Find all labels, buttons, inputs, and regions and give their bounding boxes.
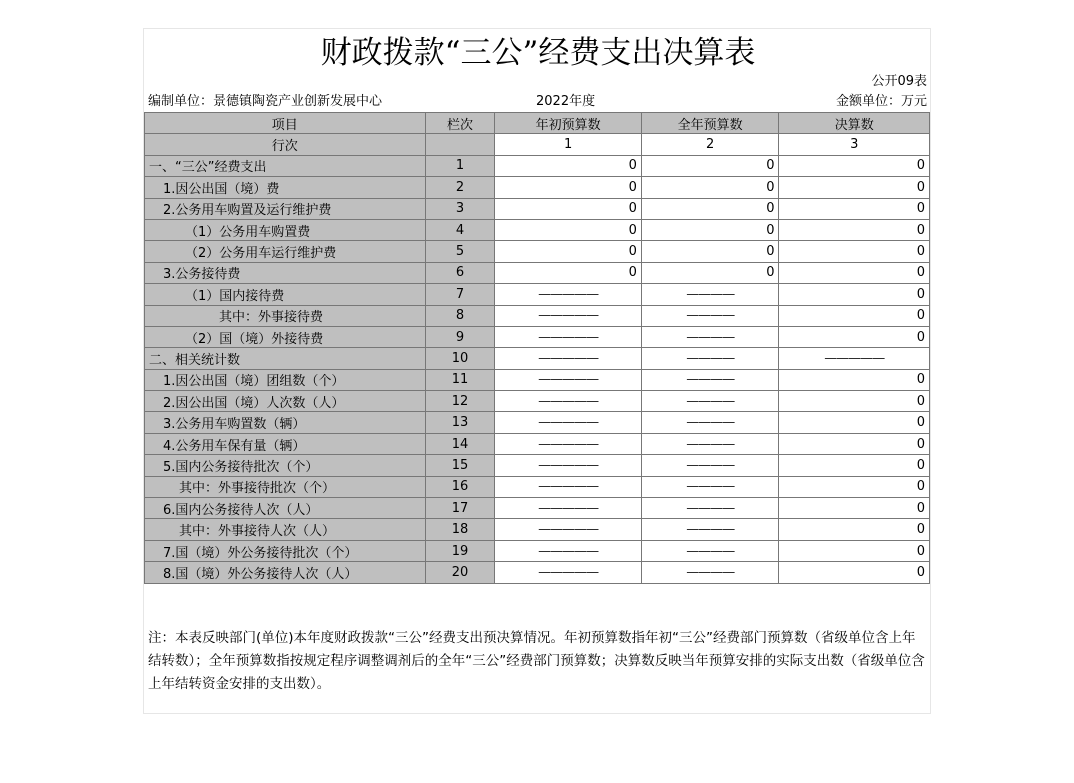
table-row xyxy=(145,198,930,219)
row-dash-c3: ————— xyxy=(779,348,930,369)
row-value-c3: 0 xyxy=(779,155,930,176)
row-dash-c1: ————— xyxy=(495,369,642,390)
row-dash-c1: ————— xyxy=(495,412,642,433)
table-row xyxy=(145,540,930,561)
row-dash-c2: ———— xyxy=(641,284,779,305)
row-value-c1: 0 xyxy=(495,155,642,176)
row-value-c3: 0 xyxy=(779,305,930,326)
row-col-no: 19 xyxy=(425,540,495,561)
row-col-no: 5 xyxy=(425,241,495,262)
row-col-no: 17 xyxy=(425,498,495,519)
header-budget-initial: 年初预算数 xyxy=(495,113,642,134)
row-label: （1）公务用车购置费 xyxy=(145,219,426,240)
footnote: 注：本表反映部门(单位)本年度财政拨款“三公”经费支出预决算情况。年初预算数指年初“三公”经费部门预算数（省级单位含上年结转数）；全年预算数指按规定程序调整调剂后的全年“三公”经费部门预算数；决算数反映当年预算安排的实际支出数（省级单位含上年结转资金安排的支出数）。 xyxy=(148,630,925,692)
row-dash-c1: ————— xyxy=(495,476,642,497)
table-row xyxy=(145,326,930,347)
table-row xyxy=(145,369,930,390)
row-dash-c1: ————— xyxy=(495,562,642,583)
table-row xyxy=(145,498,930,519)
row-col-no: 14 xyxy=(425,433,495,454)
table-row xyxy=(145,519,930,540)
row-dash-c2: ———— xyxy=(641,562,779,583)
row-col-no: 4 xyxy=(425,219,495,240)
row-dash-c2: ———— xyxy=(641,433,779,454)
row-value-c3: 0 xyxy=(779,219,930,240)
table-row xyxy=(145,412,930,433)
expense-table xyxy=(144,112,930,584)
row-label: 1.因公出国（境）团组数（个） xyxy=(145,369,426,390)
row-label: 其中：外事接待人次（人） xyxy=(145,519,426,540)
table-row xyxy=(145,455,930,476)
row-label: 6.国内公务接待人次（人） xyxy=(145,498,426,519)
table-row xyxy=(145,241,930,262)
row-dash-c1: ————— xyxy=(495,519,642,540)
row-col-no: 12 xyxy=(425,391,495,412)
row-col-no: 7 xyxy=(425,284,495,305)
subheader-row xyxy=(145,134,930,155)
row-col-no: 9 xyxy=(425,326,495,347)
row-col-no: 13 xyxy=(425,412,495,433)
row-value-c3: 0 xyxy=(779,198,930,219)
row-label: （2）公务用车运行维护费 xyxy=(145,241,426,262)
subheader-c3: 3 xyxy=(779,134,930,155)
row-col-no: 8 xyxy=(425,305,495,326)
row-dash-c2: ———— xyxy=(641,348,779,369)
row-value-c3: 0 xyxy=(779,498,930,519)
row-label: 3.公务用车购置数（辆） xyxy=(145,412,426,433)
row-col-no: 1 xyxy=(425,155,495,176)
row-value-c1: 0 xyxy=(495,198,642,219)
row-value-c3: 0 xyxy=(779,412,930,433)
row-value-c3: 0 xyxy=(779,369,930,390)
row-label: 其中：外事接待费 xyxy=(145,305,426,326)
row-dash-c2: ———— xyxy=(641,369,779,390)
row-value-c3: 0 xyxy=(779,540,930,561)
row-label: 二、相关统计数 xyxy=(145,348,426,369)
header-item: 项目 xyxy=(145,113,426,134)
row-value-c2: 0 xyxy=(641,262,779,283)
row-value-c2: 0 xyxy=(641,155,779,176)
row-value-c3: 0 xyxy=(779,262,930,283)
row-dash-c1: ————— xyxy=(495,348,642,369)
row-value-c3: 0 xyxy=(779,476,930,497)
row-dash-c2: ———— xyxy=(641,326,779,347)
row-label: （2）国（境）外接待费 xyxy=(145,326,426,347)
row-col-no: 15 xyxy=(425,455,495,476)
row-value-c3: 0 xyxy=(779,519,930,540)
row-label: 2.因公出国（境）人次数（人） xyxy=(145,391,426,412)
row-value-c1: 0 xyxy=(495,262,642,283)
row-value-c2: 0 xyxy=(641,198,779,219)
row-label: 1.因公出国（境）费 xyxy=(145,177,426,198)
table-row xyxy=(145,305,930,326)
row-dash-c1: ————— xyxy=(495,498,642,519)
table-row xyxy=(145,155,930,176)
table-row xyxy=(145,177,930,198)
header-col-no: 栏次 xyxy=(425,113,495,134)
row-col-no: 10 xyxy=(425,348,495,369)
row-col-no: 16 xyxy=(425,476,495,497)
row-dash-c2: ———— xyxy=(641,540,779,561)
row-value-c3: 0 xyxy=(779,284,930,305)
table-row xyxy=(145,476,930,497)
table-row xyxy=(145,348,930,369)
row-value-c2: 0 xyxy=(641,219,779,240)
row-dash-c1: ————— xyxy=(495,326,642,347)
row-value-c1: 0 xyxy=(495,177,642,198)
row-dash-c1: ————— xyxy=(495,391,642,412)
row-label: 一、“三公”经费支出 xyxy=(145,155,426,176)
row-dash-c2: ———— xyxy=(641,412,779,433)
row-value-c3: 0 xyxy=(779,433,930,454)
compiling-unit: 编制单位：景德镇陶瓷产业创新发展中心 xyxy=(148,94,383,109)
row-dash-c2: ———— xyxy=(641,305,779,326)
subheader-c2: 2 xyxy=(641,134,779,155)
table-row xyxy=(145,562,930,583)
row-label: 5.国内公务接待批次（个） xyxy=(145,455,426,476)
header-budget-full: 全年预算数 xyxy=(641,113,779,134)
row-dash-c2: ———— xyxy=(641,455,779,476)
table-row xyxy=(145,433,930,454)
row-value-c3: 0 xyxy=(779,241,930,262)
row-dash-c2: ———— xyxy=(641,519,779,540)
row-dash-c2: ———— xyxy=(641,391,779,412)
report-title: 财政拨款“三公”经费支出决算表 xyxy=(320,35,756,71)
row-label: 3.公务接待费 xyxy=(145,262,426,283)
row-value-c2: 0 xyxy=(641,241,779,262)
row-label: 8.国（境）外公务接待人次（人） xyxy=(145,562,426,583)
subheader-label: 行次 xyxy=(145,134,426,155)
table-row xyxy=(145,219,930,240)
currency-unit: 金额单位：万元 xyxy=(835,94,927,109)
row-label: 2.公务用车购置及运行维护费 xyxy=(145,198,426,219)
subheader-empty xyxy=(425,134,495,155)
row-col-no: 6 xyxy=(425,262,495,283)
row-value-c2: 0 xyxy=(641,177,779,198)
row-label: 其中：外事接待批次（个） xyxy=(145,476,426,497)
row-label: 4.公务用车保有量（辆） xyxy=(145,433,426,454)
row-dash-c2: ———— xyxy=(641,498,779,519)
row-value-c1: 0 xyxy=(495,241,642,262)
row-dash-c1: ————— xyxy=(495,455,642,476)
row-value-c3: 0 xyxy=(779,326,930,347)
row-col-no: 18 xyxy=(425,519,495,540)
row-value-c3: 0 xyxy=(779,455,930,476)
row-label: （1）国内接待费 xyxy=(145,284,426,305)
row-dash-c1: ————— xyxy=(495,433,642,454)
table-row xyxy=(145,284,930,305)
subheader-c1: 1 xyxy=(495,134,642,155)
row-col-no: 2 xyxy=(425,177,495,198)
row-dash-c1: ————— xyxy=(495,540,642,561)
row-col-no: 20 xyxy=(425,562,495,583)
form-code: 公开09表 xyxy=(871,74,927,89)
row-dash-c2: ———— xyxy=(641,476,779,497)
row-value-c3: 0 xyxy=(779,177,930,198)
report-sheet xyxy=(143,28,931,714)
row-value-c1: 0 xyxy=(495,219,642,240)
row-dash-c1: ————— xyxy=(495,305,642,326)
row-dash-c1: ————— xyxy=(495,284,642,305)
table-row xyxy=(145,262,930,283)
header-final: 决算数 xyxy=(779,113,930,134)
row-value-c3: 0 xyxy=(779,562,930,583)
fiscal-year: 2022年度 xyxy=(536,94,596,109)
header-row xyxy=(145,113,930,134)
table-row xyxy=(145,391,930,412)
row-label: 7.国（境）外公务接待批次（个） xyxy=(145,540,426,561)
row-col-no: 3 xyxy=(425,198,495,219)
row-col-no: 11 xyxy=(425,369,495,390)
row-value-c3: 0 xyxy=(779,391,930,412)
